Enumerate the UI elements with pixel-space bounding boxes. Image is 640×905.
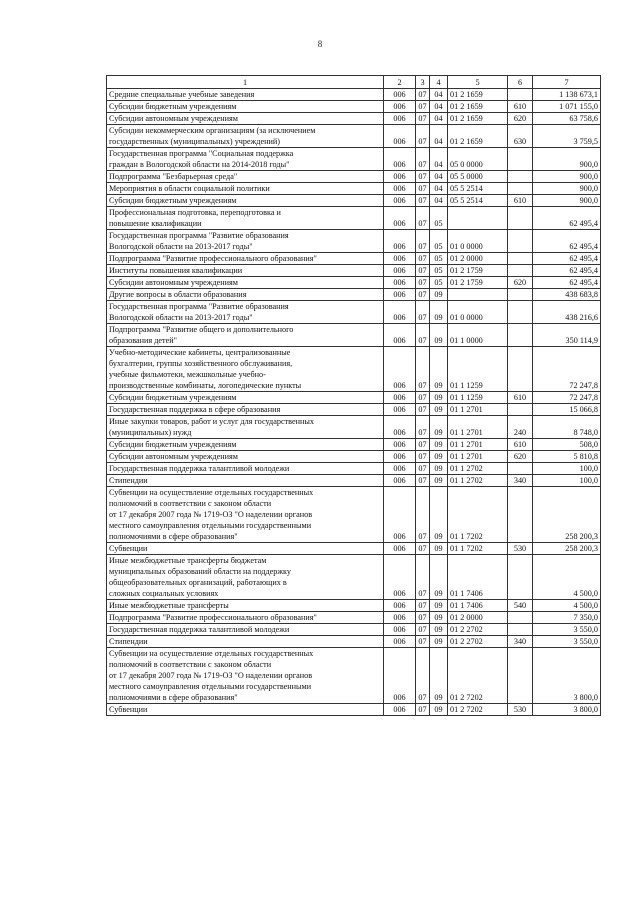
- target-item-code-cell: 01 1 2702: [448, 463, 508, 475]
- amount-cell: 438 216,6: [533, 301, 601, 324]
- target-item-code-cell: 01 1 7406: [448, 600, 508, 612]
- budget-table-body: [107, 76, 601, 716]
- expense-type-code-cell: 530: [508, 543, 533, 555]
- table-row: [107, 704, 601, 716]
- target-item-code-cell: 05 5 2514: [448, 195, 508, 207]
- amount-cell: 7 350,0: [533, 612, 601, 624]
- row-name-cell: Субвенции на осуществление отдельных государственных полномочий в соответствии с законом области от 17 декабря 2007 года № 1719-ОЗ "О наделении органов местного самоуправления отдельными государственными полномочиями в сфере образования": [107, 648, 384, 704]
- target-item-code-cell: 01 1 1259: [448, 347, 508, 392]
- section-code-cell: 07: [416, 624, 430, 636]
- subsection-code-cell: 09: [430, 301, 448, 324]
- department-code-cell: 006: [384, 301, 416, 324]
- row-name-cell: Государственная поддержка в сфере образования: [107, 404, 384, 416]
- column-number-row: [107, 76, 601, 89]
- row-name-cell: Стипендии: [107, 475, 384, 487]
- expense-type-code-cell: 620: [508, 277, 533, 289]
- target-item-code-cell: 01 1 0000: [448, 324, 508, 347]
- expense-type-code-cell: 630: [508, 125, 533, 148]
- section-code-cell: 07: [416, 125, 430, 148]
- department-code-cell: 006: [384, 101, 416, 113]
- section-code-cell: 07: [416, 392, 430, 404]
- section-code-cell: 07: [416, 265, 430, 277]
- row-name-cell: Субвенции: [107, 543, 384, 555]
- target-item-code-cell: 01 1 7202: [448, 543, 508, 555]
- table-row: [107, 404, 601, 416]
- target-item-code-cell: 01 2 1659: [448, 125, 508, 148]
- table-row: [107, 624, 601, 636]
- table-row: [107, 171, 601, 183]
- section-code-cell: 07: [416, 195, 430, 207]
- target-item-code-cell: [448, 207, 508, 230]
- section-code-cell: 07: [416, 113, 430, 125]
- column-number: 3: [416, 76, 430, 89]
- expense-type-code-cell: 610: [508, 439, 533, 451]
- expense-type-code-cell: 610: [508, 101, 533, 113]
- target-item-code-cell: 01 2 1759: [448, 265, 508, 277]
- subsection-code-cell: 04: [430, 171, 448, 183]
- section-code-cell: 07: [416, 463, 430, 475]
- section-code-cell: 07: [416, 636, 430, 648]
- subsection-code-cell: 09: [430, 648, 448, 704]
- section-code-cell: 07: [416, 301, 430, 324]
- row-name-cell: Иные межбюджетные трансферты: [107, 600, 384, 612]
- expense-type-code-cell: [508, 148, 533, 171]
- amount-cell: 3 800,0: [533, 704, 601, 716]
- expense-type-code-cell: [508, 89, 533, 101]
- row-name-cell: Субсидии автономным учреждениям: [107, 451, 384, 463]
- amount-cell: 72 247,8: [533, 392, 601, 404]
- column-number: 6: [508, 76, 533, 89]
- row-name-cell: Подпрограмма "Развитие профессионального образования": [107, 612, 384, 624]
- table-row: [107, 253, 601, 265]
- amount-cell: 900,0: [533, 148, 601, 171]
- page-number: 8: [317, 39, 323, 49]
- department-code-cell: 006: [384, 324, 416, 347]
- amount-cell: 3 550,0: [533, 624, 601, 636]
- amount-cell: 62 495,4: [533, 253, 601, 265]
- row-name-cell: Государственная программа "Развитие образования Вологодской области на 2013-2017 годы": [107, 301, 384, 324]
- section-code-cell: 07: [416, 230, 430, 253]
- section-code-cell: 07: [416, 101, 430, 113]
- target-item-code-cell: 01 2 2702: [448, 624, 508, 636]
- subsection-code-cell: 09: [430, 451, 448, 463]
- target-item-code-cell: 01 1 7202: [448, 487, 508, 543]
- table-row: [107, 301, 601, 324]
- expense-type-code-cell: [508, 404, 533, 416]
- row-name-cell: Субвенции на осуществление отдельных государственных полномочий в соответствии с законом области от 17 декабря 2007 года № 1719-ОЗ "О наделении органов местного самоуправления отдельными государственными полномочиями в сфере образования": [107, 487, 384, 543]
- table-row: [107, 463, 601, 475]
- section-code-cell: 07: [416, 487, 430, 543]
- expense-type-code-cell: [508, 301, 533, 324]
- expense-type-code-cell: 610: [508, 392, 533, 404]
- target-item-code-cell: 01 2 1659: [448, 89, 508, 101]
- row-name-cell: Субсидии автономным учреждениям: [107, 113, 384, 125]
- amount-cell: 350 114,9: [533, 324, 601, 347]
- table-row: [107, 207, 601, 230]
- table-row: [107, 195, 601, 207]
- row-name-cell: Субсидии бюджетным учреждениям: [107, 195, 384, 207]
- expense-type-code-cell: [508, 171, 533, 183]
- amount-cell: 900,0: [533, 183, 601, 195]
- target-item-code-cell: [448, 289, 508, 301]
- subsection-code-cell: 09: [430, 439, 448, 451]
- section-code-cell: 07: [416, 207, 430, 230]
- department-code-cell: 006: [384, 612, 416, 624]
- department-code-cell: 006: [384, 648, 416, 704]
- table-row: [107, 89, 601, 101]
- subsection-code-cell: 09: [430, 404, 448, 416]
- target-item-code-cell: 01 0 0000: [448, 301, 508, 324]
- target-item-code-cell: 05 5 0000: [448, 171, 508, 183]
- expense-type-code-cell: [508, 253, 533, 265]
- subsection-code-cell: 05: [430, 277, 448, 289]
- target-item-code-cell: 05 5 2514: [448, 183, 508, 195]
- section-code-cell: 07: [416, 439, 430, 451]
- section-code-cell: 07: [416, 451, 430, 463]
- section-code-cell: 07: [416, 612, 430, 624]
- amount-cell: 3 800,0: [533, 648, 601, 704]
- subsection-code-cell: 09: [430, 324, 448, 347]
- column-number: 2: [384, 76, 416, 89]
- target-item-code-cell: 01 1 2701: [448, 404, 508, 416]
- department-code-cell: 006: [384, 543, 416, 555]
- table-row: [107, 487, 601, 543]
- amount-cell: 1 138 673,1: [533, 89, 601, 101]
- row-name-cell: Подпрограмма "Развитие общего и дополнительного образования детей": [107, 324, 384, 347]
- table-row: [107, 612, 601, 624]
- expense-type-code-cell: [508, 265, 533, 277]
- row-name-cell: Профессиональная подготовка, переподготовка и повышение квалификации: [107, 207, 384, 230]
- department-code-cell: 006: [384, 600, 416, 612]
- subsection-code-cell: 09: [430, 704, 448, 716]
- subsection-code-cell: 04: [430, 183, 448, 195]
- section-code-cell: 07: [416, 253, 430, 265]
- subsection-code-cell: 09: [430, 289, 448, 301]
- table-row: [107, 475, 601, 487]
- row-name-cell: Другие вопросы в области образования: [107, 289, 384, 301]
- department-code-cell: 006: [384, 475, 416, 487]
- expense-type-code-cell: 610: [508, 195, 533, 207]
- column-number: 1: [107, 76, 384, 89]
- department-code-cell: 006: [384, 416, 416, 439]
- section-code-cell: 07: [416, 648, 430, 704]
- section-code-cell: 07: [416, 543, 430, 555]
- expense-type-code-cell: [508, 487, 533, 543]
- row-name-cell: Подпрограмма "Безбарьерная среда": [107, 171, 384, 183]
- expense-type-code-cell: 240: [508, 416, 533, 439]
- expense-type-code-cell: [508, 624, 533, 636]
- table-row: [107, 265, 601, 277]
- expense-type-code-cell: [508, 648, 533, 704]
- expense-type-code-cell: [508, 183, 533, 195]
- amount-cell: 62 495,4: [533, 207, 601, 230]
- expense-type-code-cell: [508, 612, 533, 624]
- row-name-cell: Иные межбюджетные трансферты бюджетам муниципальных образований области на поддержку общеобразовательных организаций, работающих в сложных социальных условиях: [107, 555, 384, 600]
- department-code-cell: 006: [384, 125, 416, 148]
- table-row: [107, 600, 601, 612]
- target-item-code-cell: 01 1 2702: [448, 475, 508, 487]
- subsection-code-cell: 09: [430, 612, 448, 624]
- target-item-code-cell: 01 2 1659: [448, 113, 508, 125]
- section-code-cell: 07: [416, 277, 430, 289]
- target-item-code-cell: 01 2 7202: [448, 704, 508, 716]
- section-code-cell: 07: [416, 416, 430, 439]
- expense-type-code-cell: 620: [508, 113, 533, 125]
- section-code-cell: 07: [416, 347, 430, 392]
- subsection-code-cell: 09: [430, 636, 448, 648]
- subsection-code-cell: 09: [430, 347, 448, 392]
- section-code-cell: 07: [416, 89, 430, 101]
- table-row: [107, 543, 601, 555]
- amount-cell: 4 500,0: [533, 600, 601, 612]
- section-code-cell: 07: [416, 704, 430, 716]
- department-code-cell: 006: [384, 555, 416, 600]
- amount-cell: 3 550,0: [533, 636, 601, 648]
- target-item-code-cell: 01 1 7406: [448, 555, 508, 600]
- expense-type-code-cell: 340: [508, 636, 533, 648]
- target-item-code-cell: 01 1 2701: [448, 439, 508, 451]
- target-item-code-cell: 01 1 2701: [448, 451, 508, 463]
- section-code-cell: 07: [416, 475, 430, 487]
- amount-cell: 62 495,4: [533, 230, 601, 253]
- section-code-cell: 07: [416, 171, 430, 183]
- table-row: [107, 230, 601, 253]
- expense-type-code-cell: [508, 324, 533, 347]
- expense-type-code-cell: [508, 207, 533, 230]
- section-code-cell: 07: [416, 600, 430, 612]
- department-code-cell: 006: [384, 183, 416, 195]
- section-code-cell: 07: [416, 183, 430, 195]
- department-code-cell: 006: [384, 277, 416, 289]
- department-code-cell: 006: [384, 289, 416, 301]
- row-name-cell: Субвенции: [107, 704, 384, 716]
- row-name-cell: Подпрограмма "Развитие профессионального образования": [107, 253, 384, 265]
- department-code-cell: 006: [384, 404, 416, 416]
- department-code-cell: 006: [384, 113, 416, 125]
- target-item-code-cell: 01 0 0000: [448, 230, 508, 253]
- department-code-cell: 006: [384, 89, 416, 101]
- subsection-code-cell: 04: [430, 195, 448, 207]
- subsection-code-cell: 09: [430, 600, 448, 612]
- row-name-cell: Субсидии бюджетным учреждениям: [107, 439, 384, 451]
- table-row: [107, 183, 601, 195]
- expense-type-code-cell: 620: [508, 451, 533, 463]
- row-name-cell: Государственная поддержка талантливой молодежи: [107, 624, 384, 636]
- table-row: [107, 555, 601, 600]
- table-row: [107, 439, 601, 451]
- subsection-code-cell: 04: [430, 101, 448, 113]
- section-code-cell: 07: [416, 555, 430, 600]
- amount-cell: 900,0: [533, 195, 601, 207]
- expense-type-code-cell: 340: [508, 475, 533, 487]
- table-row: [107, 113, 601, 125]
- section-code-cell: 07: [416, 148, 430, 171]
- department-code-cell: 006: [384, 195, 416, 207]
- row-name-cell: Государственная поддержка талантливой молодежи: [107, 463, 384, 475]
- expense-type-code-cell: [508, 347, 533, 392]
- amount-cell: 900,0: [533, 171, 601, 183]
- department-code-cell: 006: [384, 207, 416, 230]
- table-row: [107, 347, 601, 392]
- subsection-code-cell: 09: [430, 555, 448, 600]
- amount-cell: 438 683,8: [533, 289, 601, 301]
- subsection-code-cell: 04: [430, 125, 448, 148]
- subsection-code-cell: 05: [430, 253, 448, 265]
- section-code-cell: 07: [416, 324, 430, 347]
- amount-cell: 100,0: [533, 463, 601, 475]
- expense-type-code-cell: 530: [508, 704, 533, 716]
- target-item-code-cell: 01 2 1659: [448, 101, 508, 113]
- target-item-code-cell: 01 1 2701: [448, 416, 508, 439]
- amount-cell: 62 495,4: [533, 265, 601, 277]
- department-code-cell: 006: [384, 265, 416, 277]
- expense-type-code-cell: [508, 230, 533, 253]
- table-row: [107, 289, 601, 301]
- target-item-code-cell: 05 0 0000: [448, 148, 508, 171]
- amount-cell: 258 200,3: [533, 543, 601, 555]
- subsection-code-cell: 05: [430, 265, 448, 277]
- expense-type-code-cell: [508, 463, 533, 475]
- subsection-code-cell: 09: [430, 487, 448, 543]
- department-code-cell: 006: [384, 347, 416, 392]
- amount-cell: 63 758,6: [533, 113, 601, 125]
- department-code-cell: 006: [384, 704, 416, 716]
- amount-cell: 4 500,0: [533, 555, 601, 600]
- row-name-cell: Субсидии бюджетным учреждениям: [107, 101, 384, 113]
- row-name-cell: Иные закупки товаров, работ и услуг для государственных (муниципальных) нужд: [107, 416, 384, 439]
- department-code-cell: 006: [384, 148, 416, 171]
- amount-cell: 258 200,3: [533, 487, 601, 543]
- table-row: [107, 636, 601, 648]
- table-row: [107, 277, 601, 289]
- subsection-code-cell: 09: [430, 416, 448, 439]
- target-item-code-cell: 01 2 1759: [448, 277, 508, 289]
- expense-type-code-cell: 540: [508, 600, 533, 612]
- row-name-cell: Государственная программа "Социальная поддержка граждан в Вологодской области на 2014-2018 годы": [107, 148, 384, 171]
- amount-cell: 62 495,4: [533, 277, 601, 289]
- department-code-cell: 006: [384, 451, 416, 463]
- target-item-code-cell: 01 2 2702: [448, 636, 508, 648]
- department-code-cell: 006: [384, 487, 416, 543]
- table-row: [107, 392, 601, 404]
- department-code-cell: 006: [384, 463, 416, 475]
- table-row: [107, 648, 601, 704]
- target-item-code-cell: 01 1 1259: [448, 392, 508, 404]
- subsection-code-cell: 09: [430, 392, 448, 404]
- amount-cell: 100,0: [533, 475, 601, 487]
- amount-cell: 1 071 155,0: [533, 101, 601, 113]
- table-row: [107, 101, 601, 113]
- department-code-cell: 006: [384, 392, 416, 404]
- subsection-code-cell: 09: [430, 624, 448, 636]
- column-number: 7: [533, 76, 601, 89]
- subsection-code-cell: 05: [430, 207, 448, 230]
- amount-cell: 508,0: [533, 439, 601, 451]
- row-name-cell: Средние специальные учебные заведения: [107, 89, 384, 101]
- row-name-cell: Субсидии некоммерческим организациям (за исключением государственных (муниципальных) учреждений): [107, 125, 384, 148]
- amount-cell: 3 759,5: [533, 125, 601, 148]
- row-name-cell: Учебно-методические кабинеты, централизованные бухгалтерии, группы хозяйственного обслуживания, учебные фильмотеки, межшкольные учебно- производственные комбинаты, логопедические пункты: [107, 347, 384, 392]
- row-name-cell: Мероприятия в области социальной политики: [107, 183, 384, 195]
- amount-cell: 15 066,8: [533, 404, 601, 416]
- department-code-cell: 006: [384, 636, 416, 648]
- row-name-cell: Стипендии: [107, 636, 384, 648]
- target-item-code-cell: 01 2 7202: [448, 648, 508, 704]
- subsection-code-cell: 04: [430, 113, 448, 125]
- section-code-cell: 07: [416, 404, 430, 416]
- table-row: [107, 416, 601, 439]
- expense-type-code-cell: [508, 289, 533, 301]
- amount-cell: 72 247,8: [533, 347, 601, 392]
- target-item-code-cell: 01 2 0000: [448, 612, 508, 624]
- department-code-cell: 006: [384, 439, 416, 451]
- subsection-code-cell: 04: [430, 89, 448, 101]
- subsection-code-cell: 04: [430, 148, 448, 171]
- column-number: 4: [430, 76, 448, 89]
- subsection-code-cell: 09: [430, 475, 448, 487]
- table-row: [107, 148, 601, 171]
- department-code-cell: 006: [384, 230, 416, 253]
- table-row: [107, 451, 601, 463]
- subsection-code-cell: 05: [430, 230, 448, 253]
- table-row: [107, 125, 601, 148]
- row-name-cell: Субсидии автономным учреждениям: [107, 277, 384, 289]
- department-code-cell: 006: [384, 253, 416, 265]
- expense-type-code-cell: [508, 555, 533, 600]
- target-item-code-cell: 01 2 0000: [448, 253, 508, 265]
- amount-cell: 8 748,0: [533, 416, 601, 439]
- department-code-cell: 006: [384, 624, 416, 636]
- row-name-cell: Государственная программа "Развитие образования Вологодской области на 2013-2017 годы": [107, 230, 384, 253]
- budget-table: [106, 75, 601, 716]
- department-code-cell: 006: [384, 171, 416, 183]
- section-code-cell: 07: [416, 289, 430, 301]
- subsection-code-cell: 09: [430, 463, 448, 475]
- row-name-cell: Институты повышения квалификации: [107, 265, 384, 277]
- column-number: 5: [448, 76, 508, 89]
- table-row: [107, 324, 601, 347]
- amount-cell: 5 810,8: [533, 451, 601, 463]
- row-name-cell: Субсидии бюджетным учреждениям: [107, 392, 384, 404]
- subsection-code-cell: 09: [430, 543, 448, 555]
